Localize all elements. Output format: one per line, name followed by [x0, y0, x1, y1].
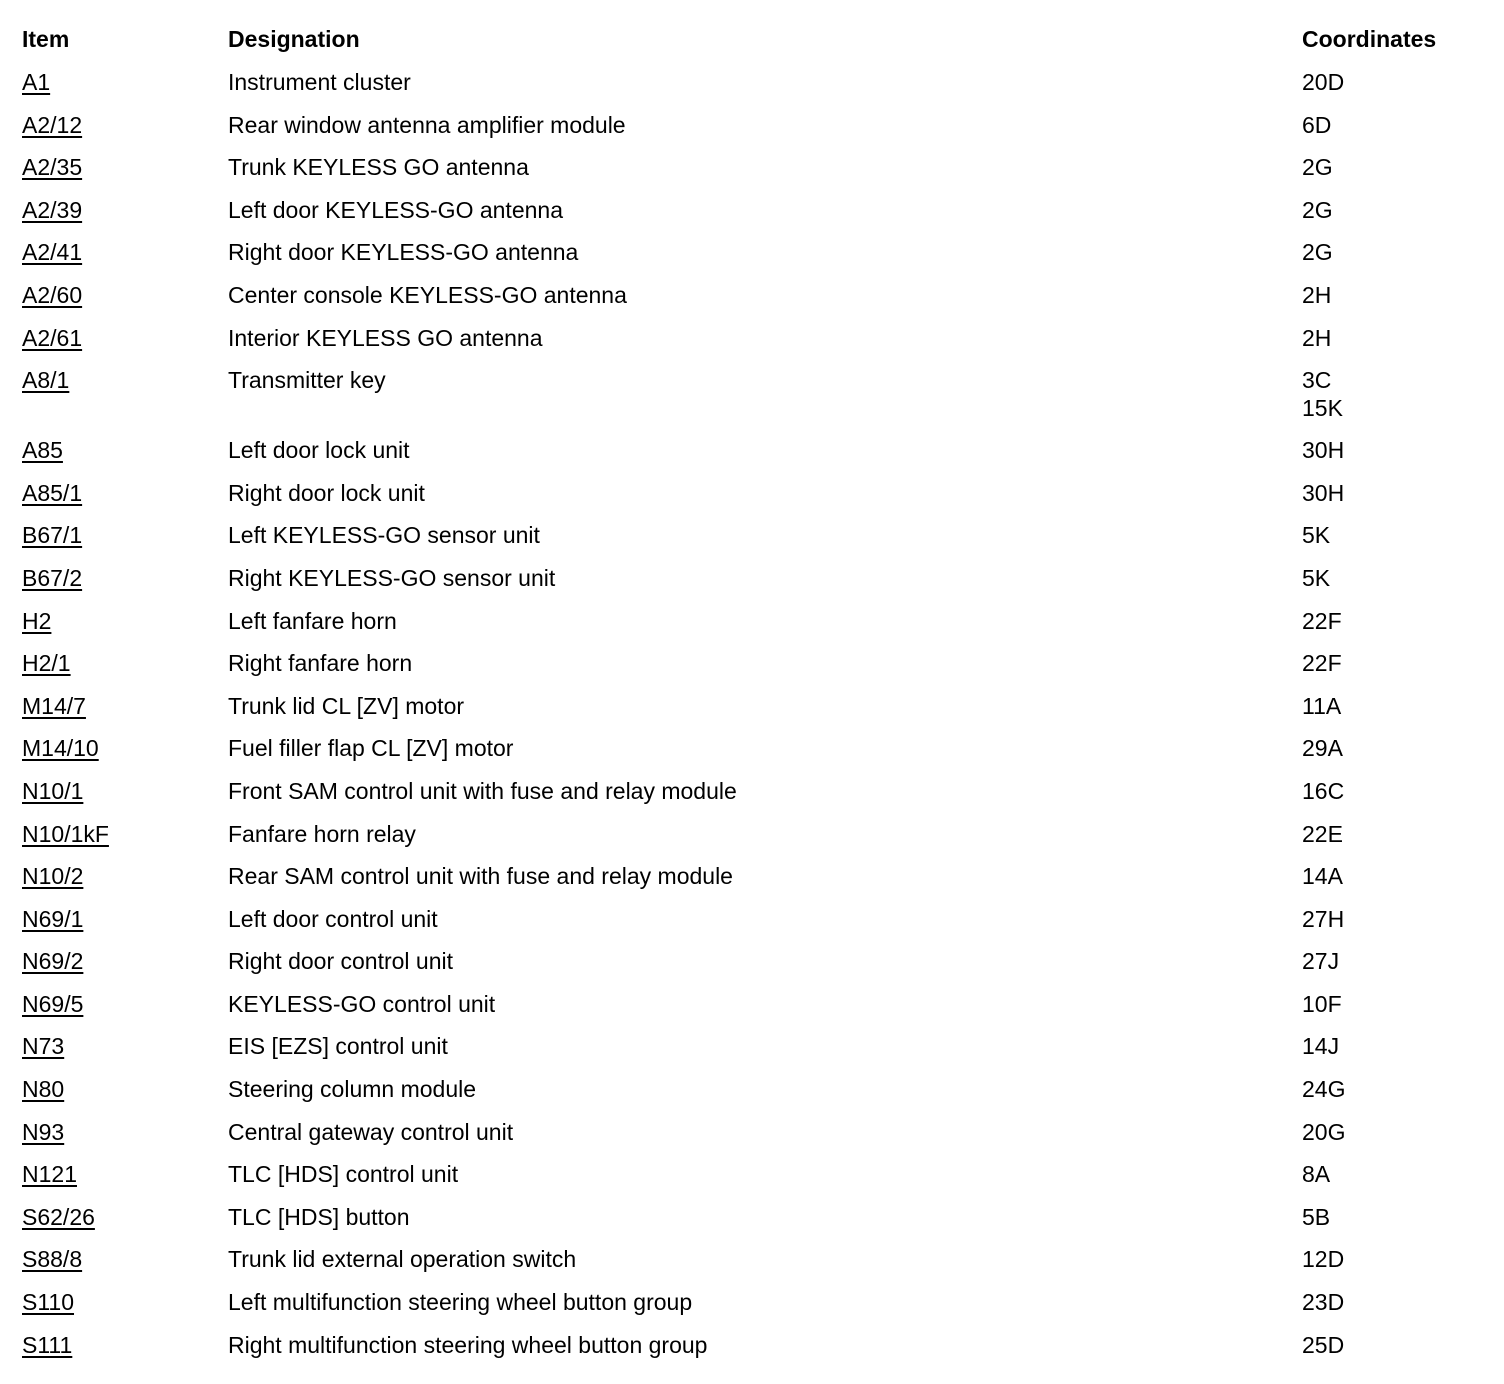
designation-cell: Right fanfare horn [228, 650, 413, 677]
item-link[interactable]: B67/2 [22, 564, 83, 591]
item-cell [22, 649, 228, 692]
coordinate-value: 22F [1302, 607, 1342, 634]
coordinate-value: 25D [1302, 1331, 1345, 1358]
table-row [22, 68, 1492, 111]
coordinates-cell [1302, 111, 1492, 154]
coordinates-cell [1302, 990, 1492, 1033]
item-link[interactable]: N80 [22, 1076, 65, 1103]
designation-cell: Left KEYLESS-GO sensor unit [228, 522, 540, 549]
item-link[interactable]: N93 [22, 1118, 65, 1145]
table-row [22, 607, 1492, 650]
item-cell [22, 905, 228, 948]
designation-cell: Fanfare horn relay [228, 820, 416, 847]
table-row [22, 1245, 1492, 1288]
coordinate-value: 8A [1302, 1161, 1331, 1188]
item-link[interactable]: N121 [22, 1161, 77, 1188]
item-cell [22, 153, 228, 196]
designation-cell: Rear window antenna amplifier module [228, 111, 626, 138]
designation-cell: Left fanfare horn [228, 607, 397, 634]
designation-cell: Interior KEYLESS GO antenna [228, 324, 543, 351]
item-cell [22, 947, 228, 990]
coordinates-cell [1302, 436, 1492, 479]
designation-cell: Trunk lid CL [ZV] motor [228, 692, 465, 719]
item-cell [22, 777, 228, 820]
coordinate-value: 30H [1302, 437, 1345, 464]
item-cell [22, 1032, 228, 1075]
designation-cell: Left multifunction steering wheel button group [228, 1289, 693, 1316]
item-link[interactable]: N69/5 [22, 990, 84, 1017]
coordinate-value: 23D [1302, 1289, 1345, 1316]
designation-cell: Instrument cluster [228, 69, 411, 95]
designation-cell: EIS [EZS] control unit [228, 1033, 448, 1060]
item-link[interactable]: N69/2 [22, 948, 84, 975]
coordinates-cell [1302, 479, 1492, 522]
designation-cell: Right door KEYLESS-GO antenna [228, 239, 579, 266]
table-row [22, 366, 1492, 436]
coordinates-cell [1302, 777, 1492, 820]
coordinate-value: 5B [1302, 1203, 1331, 1230]
coordinate-value: 2G [1302, 239, 1333, 266]
table-row [22, 862, 1492, 905]
item-link[interactable]: A2/39 [22, 196, 83, 223]
designation-cell: Steering column module [228, 1076, 477, 1103]
coordinate-value: 3C [1302, 367, 1332, 394]
item-cell [22, 1160, 228, 1203]
table-row [22, 820, 1492, 863]
coordinates-cell [1302, 324, 1492, 367]
coordinates-cell [1302, 1160, 1492, 1203]
item-cell [22, 281, 228, 324]
item-link[interactable]: A8/1 [22, 367, 70, 394]
item-link[interactable]: A2/12 [22, 111, 83, 138]
item-link[interactable]: H2 [22, 607, 52, 634]
coordinate-value: 10F [1302, 990, 1342, 1017]
item-link[interactable]: N69/1 [22, 905, 84, 932]
coordinates-cell [1302, 564, 1492, 607]
table-row [22, 777, 1492, 820]
designation-cell: Left door KEYLESS-GO antenna [228, 196, 563, 223]
coordinates-cell [1302, 1075, 1492, 1118]
item-cell [22, 196, 228, 239]
item-cell [22, 68, 228, 111]
table-row [22, 1075, 1492, 1118]
coordinates-column-header: Coordinates [1302, 26, 1437, 52]
table-row [22, 1203, 1492, 1246]
item-link[interactable]: A2/35 [22, 154, 83, 181]
item-cell [22, 1075, 228, 1118]
table-row [22, 1118, 1492, 1161]
coordinate-value: 29A [1302, 735, 1343, 762]
table-row [22, 1032, 1492, 1075]
item-link[interactable]: A2/41 [22, 239, 83, 266]
coordinates-cell [1302, 607, 1492, 650]
coordinate-value: 22E [1302, 820, 1343, 847]
designation-cell: Left door control unit [228, 905, 438, 932]
designation-cell: Transmitter key [228, 367, 386, 394]
item-link[interactable]: N10/1 [22, 777, 84, 804]
item-cell [22, 1118, 228, 1161]
coordinates-cell [1302, 238, 1492, 281]
item-cell [22, 564, 228, 607]
table-row [22, 905, 1492, 948]
coordinate-value: 2G [1302, 154, 1333, 181]
coordinates-cell [1302, 68, 1492, 111]
designation-cell: KEYLESS-GO control unit [228, 990, 496, 1017]
item-link[interactable]: S88/8 [22, 1246, 83, 1273]
item-cell [22, 862, 228, 905]
coordinates-cell [1302, 1331, 1492, 1374]
coordinates-cell [1302, 1245, 1492, 1288]
coordinates-cell [1302, 1118, 1492, 1161]
item-cell [22, 436, 228, 479]
designation-cell: Rear SAM control unit with fuse and relay module [228, 863, 733, 890]
table-row [22, 436, 1492, 479]
item-link[interactable]: B67/1 [22, 522, 83, 549]
designation-cell: Central gateway control unit [228, 1118, 514, 1145]
designation-cell: Right KEYLESS-GO sensor unit [228, 564, 556, 591]
table-row [22, 1288, 1492, 1331]
coordinate-value: 5K [1302, 564, 1331, 591]
table-row [22, 521, 1492, 564]
coordinate-value: 30H [1302, 479, 1345, 506]
legend-body [22, 68, 1492, 1373]
coordinate-value: 11A [1302, 692, 1342, 719]
item-cell [22, 1203, 228, 1246]
coordinate-value: 24G [1302, 1076, 1346, 1103]
header-row [22, 22, 1492, 68]
item-cell [22, 111, 228, 154]
coordinates-cell [1302, 196, 1492, 239]
item-cell [22, 1245, 228, 1288]
item-link[interactable]: S110 [22, 1289, 75, 1316]
table-row [22, 281, 1492, 324]
table-row [22, 692, 1492, 735]
table-row [22, 990, 1492, 1033]
table-row [22, 479, 1492, 522]
item-cell [22, 1288, 228, 1331]
coordinate-value: 20D [1302, 69, 1345, 95]
item-link[interactable]: N10/2 [22, 863, 84, 890]
item-link[interactable]: A2/61 [22, 324, 83, 351]
coordinates-cell [1302, 905, 1492, 948]
designation-cell: Right door lock unit [228, 479, 425, 506]
table-row [22, 196, 1492, 239]
designation-cell: Center console KEYLESS-GO antenna [228, 281, 627, 308]
item-link[interactable]: A1 [22, 69, 51, 95]
designation-cell: TLC [HDS] button [228, 1203, 410, 1230]
coordinate-value: 5K [1302, 522, 1331, 549]
item-link[interactable]: A2/60 [22, 281, 83, 308]
item-link[interactable]: A85 [22, 437, 63, 464]
designation-cell: Right multifunction steering wheel button group [228, 1331, 708, 1358]
coordinate-value: 14J [1302, 1033, 1340, 1060]
table-row [22, 734, 1492, 777]
table-row [22, 947, 1492, 990]
item-cell [22, 692, 228, 735]
designation-cell: Fuel filler flap CL [ZV] motor [228, 735, 514, 762]
item-link[interactable]: M14/10 [22, 735, 99, 762]
table-row [22, 153, 1492, 196]
coordinates-cell [1302, 692, 1492, 735]
coordinate-value: 12D [1302, 1246, 1345, 1273]
item-column-header: Item [22, 26, 70, 52]
item-cell [22, 479, 228, 522]
coordinates-cell [1302, 947, 1492, 990]
table-row [22, 1160, 1492, 1203]
designation-cell: TLC [HDS] control unit [228, 1161, 459, 1188]
item-link[interactable]: S62/26 [22, 1203, 95, 1230]
item-cell [22, 820, 228, 863]
table-row [22, 238, 1492, 281]
coordinate-value: 16C [1302, 777, 1345, 804]
coordinate-value: 2H [1302, 324, 1332, 351]
component-legend-table [22, 22, 1492, 1373]
item-cell [22, 521, 228, 564]
coordinate-value: 14A [1302, 863, 1343, 890]
coordinates-cell [1302, 862, 1492, 905]
coordinate-value: 27H [1302, 905, 1345, 932]
coordinates-cell [1302, 281, 1492, 324]
designation-cell: Trunk lid external operation switch [228, 1246, 577, 1273]
coordinate-value: 15K [1302, 395, 1343, 422]
coordinates-cell [1302, 1032, 1492, 1075]
table-row [22, 564, 1492, 607]
designation-cell: Trunk KEYLESS GO antenna [228, 154, 529, 181]
table-row [22, 1331, 1492, 1374]
item-cell [22, 366, 228, 436]
designation-cell: Right door control unit [228, 948, 454, 975]
coordinate-value: 6D [1302, 111, 1332, 138]
item-link[interactable]: H2/1 [22, 650, 71, 677]
item-cell [22, 990, 228, 1033]
item-link[interactable]: S111 [22, 1331, 73, 1358]
item-cell [22, 238, 228, 281]
coordinate-value: 2G [1302, 196, 1333, 223]
coordinates-cell [1302, 521, 1492, 564]
item-cell [22, 324, 228, 367]
item-link[interactable]: A85/1 [22, 479, 83, 506]
coordinates-cell [1302, 649, 1492, 692]
item-cell [22, 1331, 228, 1374]
coordinates-cell [1302, 820, 1492, 863]
item-link[interactable]: N73 [22, 1033, 65, 1060]
coordinates-cell [1302, 1288, 1492, 1331]
table-row [22, 649, 1492, 692]
coordinate-value: 20G [1302, 1118, 1346, 1145]
coordinates-cell [1302, 734, 1492, 777]
item-link[interactable]: N10/1kF [22, 820, 109, 847]
coordinate-value: 22F [1302, 650, 1342, 677]
coordinates-cell [1302, 366, 1492, 436]
table-row [22, 111, 1492, 154]
item-link[interactable]: M14/7 [22, 692, 86, 719]
coordinates-cell [1302, 153, 1492, 196]
coordinate-value: 2H [1302, 281, 1332, 308]
designation-cell: Front SAM control unit with fuse and relay module [228, 777, 737, 804]
table-row [22, 324, 1492, 367]
coordinate-value: 27J [1302, 948, 1340, 975]
item-cell [22, 607, 228, 650]
designation-column-header: Designation [228, 26, 360, 52]
designation-cell: Left door lock unit [228, 437, 410, 464]
item-cell [22, 734, 228, 777]
coordinates-cell [1302, 1203, 1492, 1246]
